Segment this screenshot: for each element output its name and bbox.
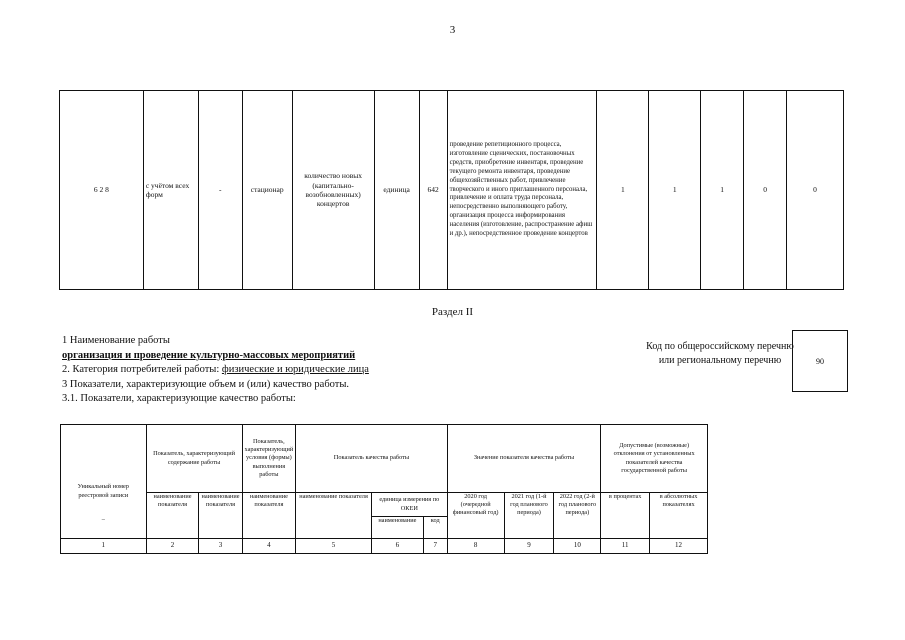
subheader-name-1: наименование показателя <box>146 493 199 539</box>
indicator-cell: количество новых (капитально-возобновленных) концертов <box>292 91 374 290</box>
consumer-category-label: 2. Категория потребителей работы: <box>62 364 222 375</box>
reg-number-cell: 6 2 8 <box>60 91 144 290</box>
column-number: 3 <box>199 539 242 554</box>
column-number: 6 <box>371 539 423 554</box>
subheader-name-4: наименование показателя <box>296 493 372 539</box>
registry-code-value: 90 <box>816 356 824 366</box>
header-content: Показатель, характеризующий содержание работы <box>146 425 242 493</box>
indicators-heading: 3 Показатели, характеризующие объем и (или) качество работы. <box>62 378 350 390</box>
section-title: Раздел II <box>431 306 474 318</box>
subheader-absolute: в абсолютных показателях <box>650 493 708 539</box>
registry-code-box <box>792 330 848 392</box>
subheader-name-3: наименование показателя <box>242 493 296 539</box>
header-value: Значение показателя качества работы <box>447 425 601 493</box>
condition-cell: стационар <box>242 91 292 290</box>
content-cell-1: с учётом всех форм <box>143 91 198 290</box>
value-2021-cell: 1 <box>649 91 701 290</box>
header-reg-number <box>61 425 147 539</box>
deviation-absolute-cell: 0 <box>787 91 844 290</box>
header-reg-number-text: Уникальный номер реестровой записи <box>77 483 129 499</box>
column-number: 1 <box>61 539 147 554</box>
column-number: 5 <box>296 539 372 554</box>
subheader-unit-code: код <box>423 517 447 539</box>
quality-indicators-heading: 3.1. Показатели, характеризующие качество работы: <box>62 393 296 404</box>
header-deviation: Допустимые (возможные) отклонения от установленных показателей качества государственной работы <box>601 425 708 493</box>
subheader-percent: в процентах <box>601 493 650 539</box>
consumer-category-value: физические и юридические лица <box>221 364 369 375</box>
subheader-unit: единица измерения по ОКЕИ <box>371 493 447 517</box>
deviation-percent-cell: 0 <box>744 91 787 290</box>
work-name: организация и проведение культурно-массовых мероприятий <box>62 349 356 361</box>
column-number: 2 <box>146 539 199 554</box>
dash-mark: _ <box>101 513 105 521</box>
indicator-table-row <box>59 90 844 290</box>
value-2022-cell: 1 <box>701 91 744 290</box>
work-name-label: 1 Наименование работы <box>62 335 170 346</box>
consumer-category <box>62 363 369 378</box>
column-number: 7 <box>423 539 447 554</box>
description-cell: проведение репетиционного процесса, изготовление сценических, постановочных средств, приобретение инвентаря, проведение текущего ремонта инвентаря, проведение общехозяйственных работ, привлечение творческого и иного приглашенного персонала, привлечение и оплата труда персонала, непосредственно выполняющего работу, организация процесса информирования населения (изготовление, распространение афиш и др.), непосредственное проведение концертов <box>447 91 597 290</box>
column-number: 9 <box>504 539 554 554</box>
subheader-2020: 2020 год (очередной финансовый год) <box>447 493 504 539</box>
header-condition: Показатель, характеризующий условия (формы) выполнения работы <box>242 425 296 493</box>
content-cell-2: - <box>198 91 242 290</box>
column-number: 12 <box>650 539 708 554</box>
subheader-unit-name: наименование <box>371 517 423 539</box>
column-number-row <box>61 539 708 554</box>
registry-code-label: Код по общероссийскому перечню или региональному перечню <box>646 341 794 366</box>
header-quality: Показатель качества работы <box>296 425 448 493</box>
work-info-block <box>62 334 369 407</box>
column-number: 11 <box>601 539 650 554</box>
unit-code-cell: 642 <box>419 91 447 290</box>
page-number: 3 <box>449 24 456 36</box>
subheader-2021: 2021 год (1-й год планового периода) <box>504 493 554 539</box>
column-number: 10 <box>554 539 601 554</box>
column-number: 4 <box>242 539 296 554</box>
subheader-name-2: наименование показателя <box>199 493 242 539</box>
quality-indicators-table <box>60 424 708 554</box>
value-2020-cell: 1 <box>597 91 649 290</box>
unit-name-cell: единица <box>374 91 419 290</box>
subheader-2022: 2022 год (2-й год планового периода) <box>554 493 601 539</box>
column-number: 8 <box>447 539 504 554</box>
